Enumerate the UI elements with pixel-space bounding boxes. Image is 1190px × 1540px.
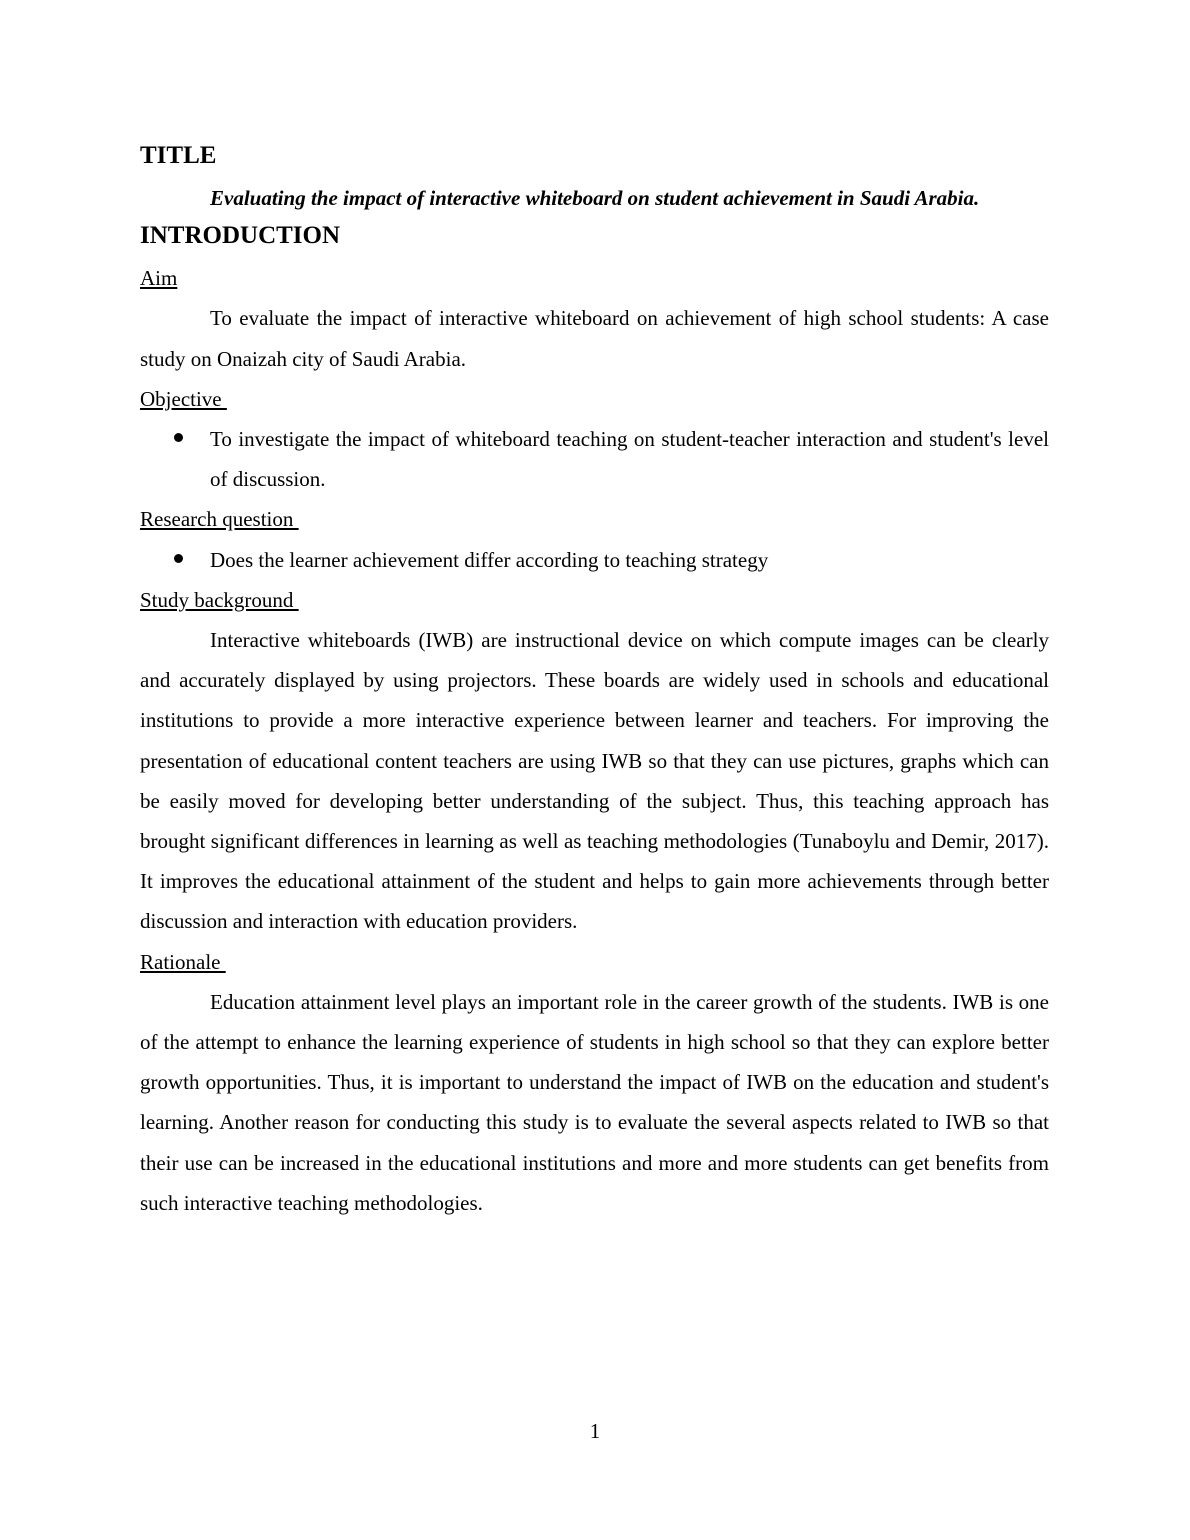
bullet-icon <box>174 554 183 563</box>
rationale-paragraph: Education attainment level plays an important role in the career growth of the students. IWB is one of the attempt to enhance the learning experience of students in high school so that they can explore better growth opportunities. Thus, it is important to understand the impact of IWB on the education and student's learning. Another reason for conducting this study is to evaluate the several aspects related to IWB so that their use can be increased in the educational institutions and more and more students can get benefits from such interactive teaching methodologies. <box>140 989 1049 1215</box>
objective-heading: Objective <box>140 386 227 411</box>
research-question-item-text: Does the learner achievement differ according to teaching strategy <box>210 547 769 572</box>
aim-heading: Aim <box>140 266 178 291</box>
objective-list-item <box>140 419 1049 499</box>
aim-paragraph: To evaluate the impact of interactive whiteboard on achievement of high school students: A case study on Onaizah city of Saudi Arabia. <box>140 306 1049 371</box>
study-background-paragraph: Interactive whiteboards (IWB) are instructional device on which compute images can be clearly and accurately displayed by using projectors. These boards are widely used in schools and educational institutions to provide a more interactive experience between learner and teachers. For improving the presentation of educational content teachers are using IWB so that they can use pictures, graphs which can be easily moved for developing better understanding of the subject. Thus, this teaching approach has brought significant differences in learning as well as teaching methodologies (Tunaboylu and Demir, 2017). It improves the educational attainment of the student and helps to gain more achievements through better discussion and interaction with education providers. <box>140 628 1049 934</box>
study-background-heading: Study background <box>140 587 299 612</box>
objective-item-text: To investigate the impact of whiteboard teaching on student-teacher interaction and student's level of discussion. <box>210 427 1049 492</box>
title-heading: TITLE <box>140 142 217 169</box>
page-number: 1 <box>589 1419 601 1443</box>
introduction-heading: INTRODUCTION <box>140 222 341 250</box>
rationale-heading: Rationale <box>140 949 226 974</box>
document-page <box>140 138 1049 1223</box>
research-question-heading: Research question <box>140 507 299 532</box>
research-question-list-item <box>140 540 1049 580</box>
bullet-icon <box>174 433 183 442</box>
document-title: Evaluating the impact of interactive whiteboard on student achievement in Saudi Arabia. <box>210 186 980 210</box>
